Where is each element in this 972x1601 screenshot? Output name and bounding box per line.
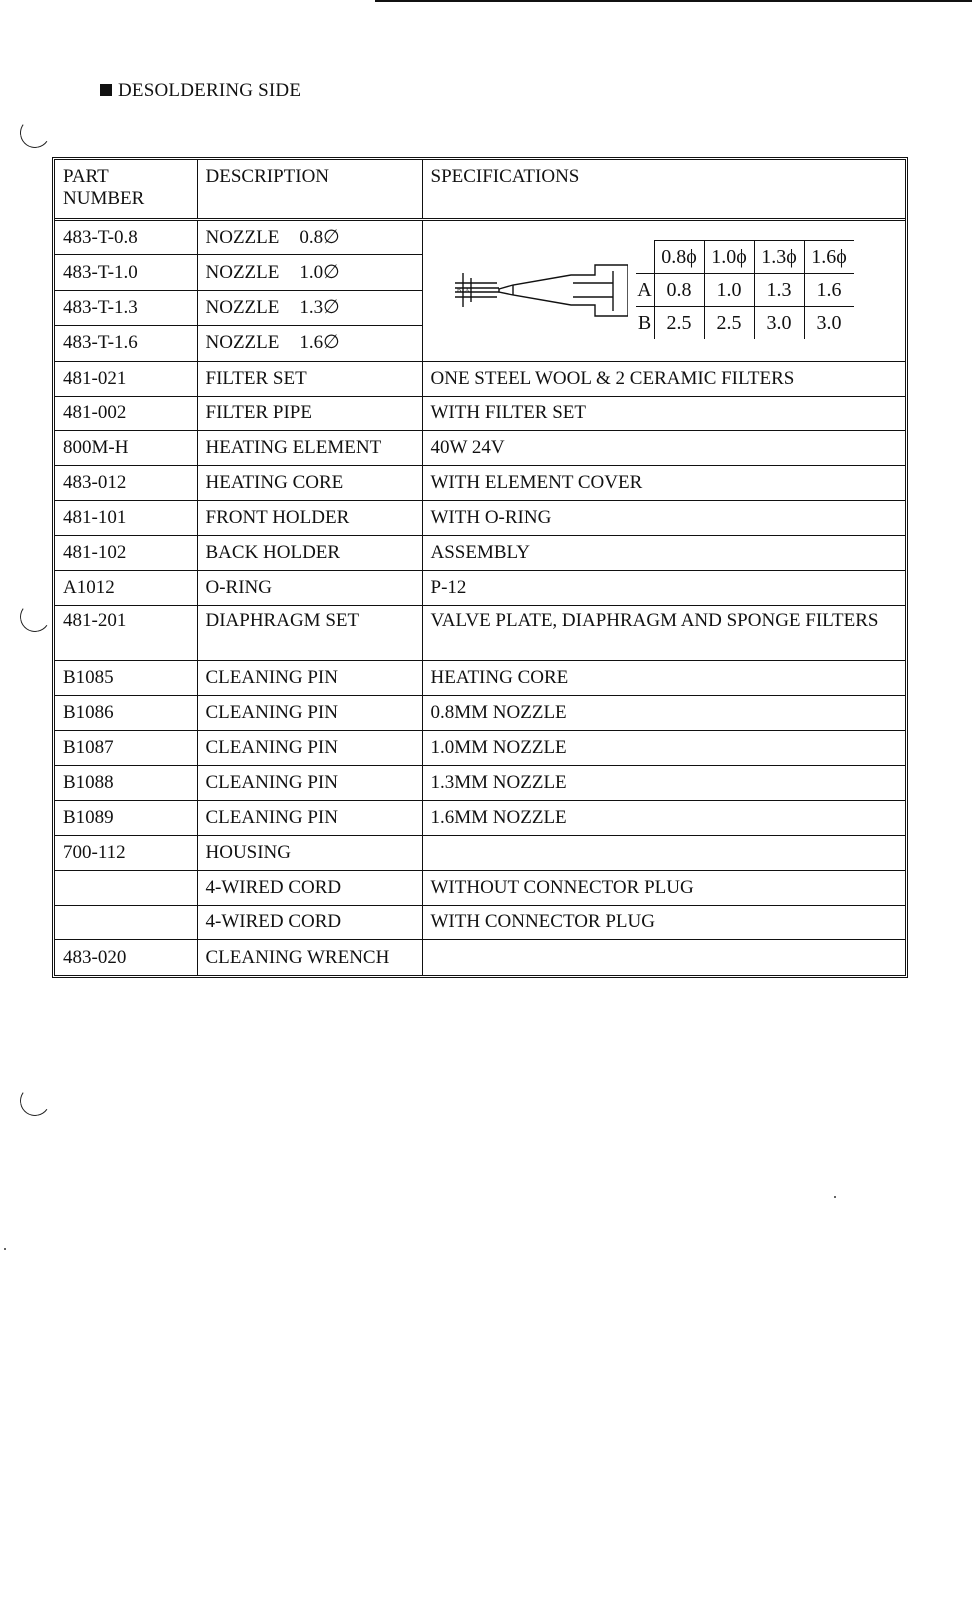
col-header-description: DESCRIPTION bbox=[197, 160, 422, 220]
description: CLEANING WRENCH bbox=[197, 940, 422, 975]
nozzle-size: 1.6∅ bbox=[299, 332, 340, 354]
square-bullet-icon bbox=[100, 84, 112, 96]
specification: 0.8MM NOZZLE bbox=[422, 696, 905, 731]
binder-hole-mark bbox=[18, 600, 53, 635]
part-number: 483-T-1.3 bbox=[55, 290, 197, 325]
diagram-label-a: A bbox=[464, 287, 469, 294]
dim-value: 3.0 bbox=[804, 306, 854, 339]
part-number: 483-T-1.6 bbox=[55, 326, 197, 361]
dim-header: 1.0ϕ bbox=[704, 240, 754, 273]
part-number: B1085 bbox=[55, 661, 197, 696]
parts-table-frame bbox=[52, 157, 908, 978]
description: CLEANING PIN bbox=[197, 765, 422, 800]
description: 4-WIRED CORD bbox=[197, 905, 422, 940]
col-header-part-number: PART NUMBER bbox=[55, 160, 197, 220]
part-number: 481-201 bbox=[55, 605, 197, 660]
table-row bbox=[55, 696, 905, 731]
description: HEATING CORE bbox=[197, 466, 422, 501]
description: CLEANING PIN bbox=[197, 731, 422, 766]
part-number: 481-021 bbox=[55, 361, 197, 396]
table-row bbox=[55, 940, 905, 975]
part-number: B1086 bbox=[55, 696, 197, 731]
table-row bbox=[55, 536, 905, 571]
specification: WITH O-RING bbox=[422, 501, 905, 536]
part-number: B1087 bbox=[55, 731, 197, 766]
description: HOUSING bbox=[197, 835, 422, 870]
description-text: NOZZLE bbox=[205, 297, 280, 319]
dim-value: 3.0 bbox=[754, 306, 804, 339]
description-text: NOZZLE bbox=[205, 332, 280, 354]
part-number: A1012 bbox=[55, 571, 197, 606]
description: CLEANING PIN bbox=[197, 800, 422, 835]
description: CLEANING PIN bbox=[197, 661, 422, 696]
description bbox=[197, 255, 422, 290]
dim-value: 0.8 bbox=[654, 273, 704, 306]
table-row bbox=[55, 431, 905, 466]
dim-value: 2.5 bbox=[654, 306, 704, 339]
description: HEATING ELEMENT bbox=[197, 431, 422, 466]
col-header-specifications: SPECIFICATIONS bbox=[422, 160, 905, 220]
table-row bbox=[55, 220, 905, 255]
part-number: 481-102 bbox=[55, 536, 197, 571]
specification: WITHOUT CONNECTOR PLUG bbox=[422, 870, 905, 905]
part-number: 481-002 bbox=[55, 396, 197, 431]
description: O-RING bbox=[197, 571, 422, 606]
description: FILTER PIPE bbox=[197, 396, 422, 431]
dim-row-label: A bbox=[636, 273, 655, 306]
dim-header: 1.6ϕ bbox=[804, 240, 854, 273]
specification: HEATING CORE bbox=[422, 661, 905, 696]
section-heading-text: DESOLDERING SIDE bbox=[118, 80, 302, 101]
table-row bbox=[55, 396, 905, 431]
part-number: 483-012 bbox=[55, 466, 197, 501]
parts-table bbox=[55, 160, 905, 975]
nozzle-size: 0.8∅ bbox=[299, 226, 340, 248]
part-number: B1088 bbox=[55, 765, 197, 800]
part-number bbox=[55, 905, 197, 940]
dim-row-label: B bbox=[636, 306, 655, 339]
specification: ASSEMBLY bbox=[422, 536, 905, 571]
part-number: 483-020 bbox=[55, 940, 197, 975]
table-row bbox=[55, 800, 905, 835]
specification: 1.3MM NOZZLE bbox=[422, 765, 905, 800]
table-row bbox=[55, 835, 905, 870]
dim-value: 2.5 bbox=[704, 306, 754, 339]
table-row bbox=[55, 501, 905, 536]
scan-speck bbox=[834, 1196, 836, 1198]
nozzle-spec-cell bbox=[422, 220, 905, 362]
part-number: 483-T-0.8 bbox=[55, 220, 197, 255]
description bbox=[197, 220, 422, 255]
part-number: 700-112 bbox=[55, 835, 197, 870]
description-text: NOZZLE bbox=[205, 261, 280, 283]
specification: VALVE PLATE, DIAPHRAGM AND SPONGE FILTERS bbox=[422, 605, 905, 660]
description: FILTER SET bbox=[197, 361, 422, 396]
specification: 40W 24V bbox=[422, 431, 905, 466]
description: BACK HOLDER bbox=[197, 536, 422, 571]
specification bbox=[422, 940, 905, 975]
table-row bbox=[55, 361, 905, 396]
diagram-label-b: B bbox=[456, 287, 461, 294]
binder-hole-mark bbox=[18, 116, 53, 151]
specification bbox=[422, 835, 905, 870]
table-row bbox=[55, 571, 905, 606]
part-number: B1089 bbox=[55, 800, 197, 835]
dim-header: 1.3ϕ bbox=[754, 240, 804, 273]
top-rule bbox=[375, 0, 972, 2]
table-header-row bbox=[55, 160, 905, 220]
specification: 1.0MM NOZZLE bbox=[422, 731, 905, 766]
part-number: 483-T-1.0 bbox=[55, 255, 197, 290]
section-heading bbox=[100, 80, 301, 102]
specification: WITH ELEMENT COVER bbox=[422, 466, 905, 501]
description: CLEANING PIN bbox=[197, 696, 422, 731]
dim-value: 1.6 bbox=[804, 273, 854, 306]
specification: P-12 bbox=[422, 571, 905, 606]
specification: 1.6MM NOZZLE bbox=[422, 800, 905, 835]
description: FRONT HOLDER bbox=[197, 501, 422, 536]
table-row bbox=[55, 661, 905, 696]
part-number bbox=[55, 870, 197, 905]
description bbox=[197, 326, 422, 361]
nozzle-size: 1.0∅ bbox=[299, 261, 340, 283]
specification: WITH CONNECTOR PLUG bbox=[422, 905, 905, 940]
dim-value: 1.0 bbox=[704, 273, 754, 306]
nozzle-dimension-table bbox=[636, 240, 854, 339]
description: DIAPHRAGM SET bbox=[197, 605, 422, 660]
table-row bbox=[55, 870, 905, 905]
dim-value: 1.3 bbox=[754, 273, 804, 306]
description: 4-WIRED CORD bbox=[197, 870, 422, 905]
part-number: 481-101 bbox=[55, 501, 197, 536]
specification: WITH FILTER SET bbox=[422, 396, 905, 431]
nozzle-size: 1.3∅ bbox=[299, 297, 340, 319]
table-row bbox=[55, 731, 905, 766]
binder-hole-mark bbox=[18, 1084, 53, 1119]
table-row bbox=[55, 905, 905, 940]
table-row bbox=[55, 466, 905, 501]
description-text: NOZZLE bbox=[205, 226, 280, 248]
table-row bbox=[55, 605, 905, 660]
specification: ONE STEEL WOOL & 2 CERAMIC FILTERS bbox=[422, 361, 905, 396]
nozzle-diagram-icon bbox=[453, 261, 628, 321]
scan-speck bbox=[4, 1248, 6, 1250]
description bbox=[197, 290, 422, 325]
dim-header: 0.8ϕ bbox=[654, 240, 704, 273]
part-number: 800M-H bbox=[55, 431, 197, 466]
table-row bbox=[55, 765, 905, 800]
dim-corner bbox=[636, 240, 655, 273]
